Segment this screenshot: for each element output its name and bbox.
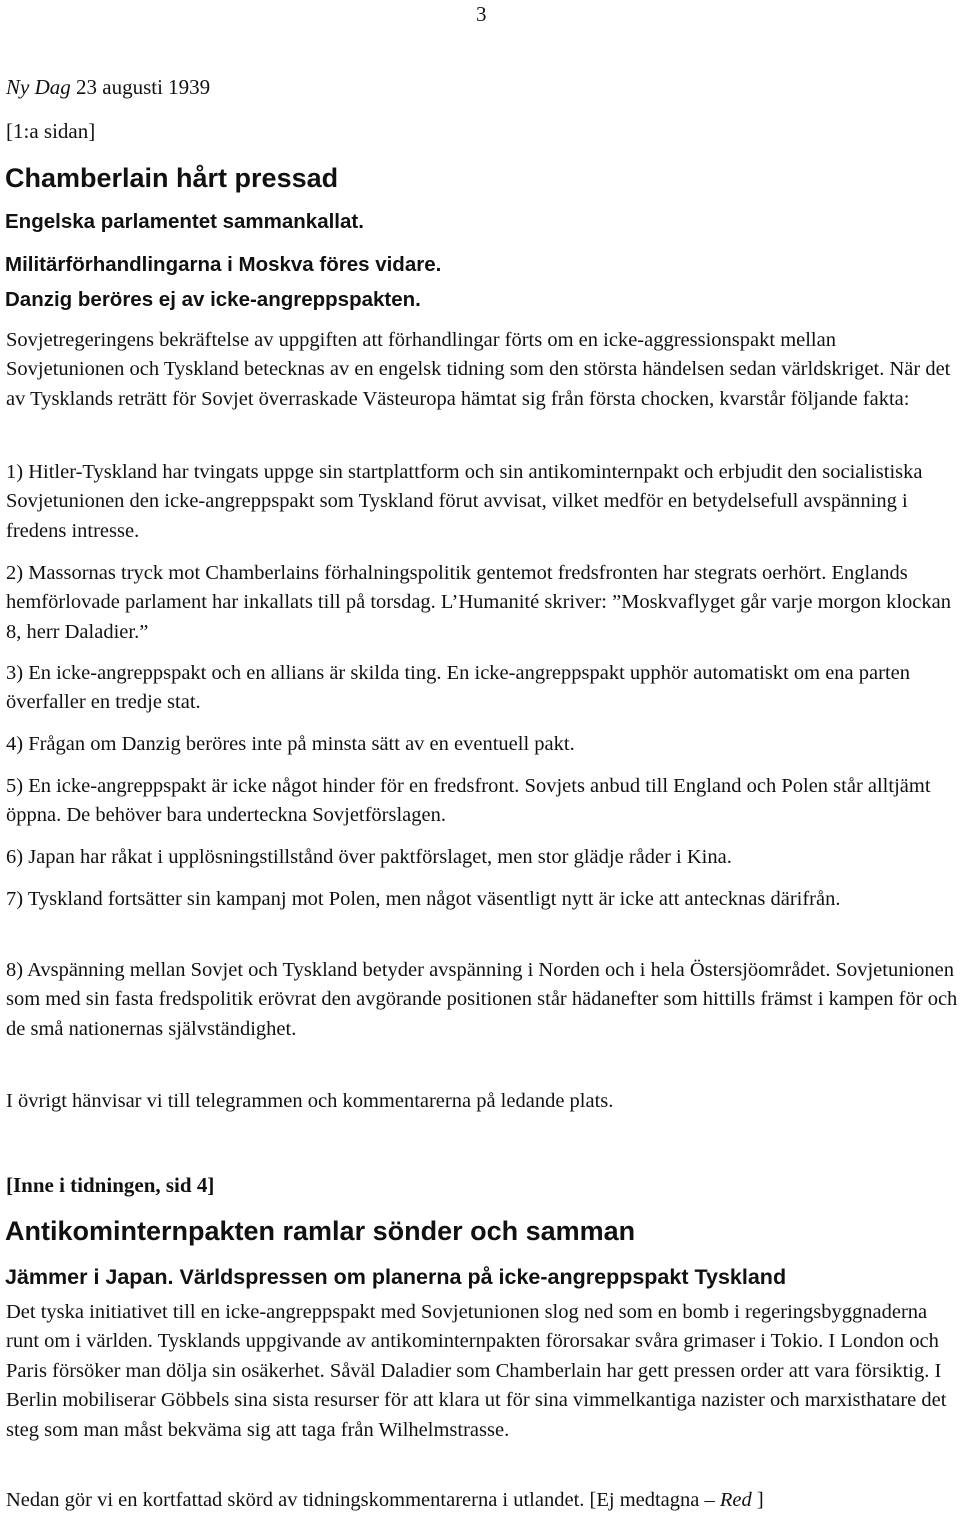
issue-date: 23 augusti 1939	[70, 75, 211, 99]
headline-2: Antikominternpakten ramlar sönder och samman	[5, 1216, 636, 1246]
subhead-3: Danzig beröres ej av icke-angreppspakten.	[5, 288, 421, 311]
article-2-last-line	[6, 1486, 958, 1515]
last-line-text: Nedan gör vi en kortfattad skörd av tidningskommentarerna i utlandet. [Ej medtagna –	[6, 1489, 720, 1511]
newspaper-name: Ny Dag	[6, 75, 71, 99]
point-text: 7) Tyskland fortsätter sin kampanj mot Polen, men något väsentligt nytt är icke att antecknas därifrån.	[6, 888, 841, 910]
point-text: 8) Avspänning mellan Sovjet och Tyskland betyder avspänning i Norden och i hela Östersjöområdet. Sovjetunionen som med sin fasta fredspolitik erövrat den avgörande positionen står hädanefter som hittills främst i kampen för och de små nationernas självständighet.	[6, 959, 958, 1040]
source-line	[6, 73, 210, 101]
page-number: 3	[476, 2, 487, 26]
placement-note-2: [Inne i tidningen, sid 4]	[6, 1173, 215, 1197]
point-5	[6, 772, 958, 831]
point-text: 5) En icke-angreppspakt är icke något hinder för en fredsfront. Sovjets anbud till England och Polen står alltjämt öppna. De behöver bara underteckna Sovjetförslagen.	[6, 775, 931, 827]
headline-1: Chamberlain hårt pressad	[5, 163, 339, 193]
point-7	[6, 885, 958, 914]
closing-text: I övrigt hänvisar vi till telegrammen och kommentarerna på ledande plats.	[6, 1090, 614, 1112]
article-2-text: Det tyska initiativet till en icke-angreppspakt med Sovjetunionen slog ned som en bomb i regeringsbyggnaderna runt om i världen. Tysklands uppgivande av antikominternpakten förorsakar svåra grimaser i Tokio. I London och Paris försöker man dölja sin osäkerhet. Såväl Daladier som Chamberlain har gett pressen order att vara försiktig. I Berlin mobiliserar Göbbels sina sista resurser för att klara ut för sina vimmelkantiga nazister och marxisthatare det steg som man måst bekväma sig att taga från Wilhelmstrasse.	[6, 1301, 947, 1441]
intro-text: Sovjetregeringens bekräftelse av uppgiften att förhandlingar förts om en icke-aggressionspakt mellan Sovjetunionen och Tyskland betecknas av en engelsk tidning som den största händelsen sedan världskriget. När det av Tysklands reträtt för Sovjet överraskade Västeuropa hämtat sig från första chocken, kvarstår följande fakta:	[6, 329, 951, 410]
subhead-2: Militärförhandlingarna i Moskva föres vidare.	[5, 253, 442, 276]
article-2-body	[6, 1298, 958, 1445]
point-6	[6, 843, 958, 872]
point-8	[6, 956, 958, 1044]
editor-note: Red	[719, 1489, 752, 1511]
point-text: 6) Japan har råkat i upplösningstillstånd över paktförslaget, men stor glädje råder i Kina.	[6, 846, 732, 868]
intro-paragraph	[6, 326, 958, 414]
closing-paragraph	[6, 1087, 958, 1116]
placement-note-1: [1:a sidan]	[6, 119, 96, 143]
point-2	[6, 559, 958, 647]
point-text: 2) Massornas tryck mot Chamberlains förhalningspolitik gentemot fredsfronten har stegrats oerhört. Englands hemförlovade parlament har inkallats till på torsdag. L’Humanité skriver: ”Moskvaflyget går varje morgon klockan 8, herr Daladier.”	[6, 562, 952, 643]
subhead-1: Engelska parlamentet sammankallat.	[5, 210, 364, 233]
point-text: 4) Frågan om Danzig beröres inte på minsta sätt av en eventuell pakt.	[6, 733, 575, 755]
point-3	[6, 659, 958, 718]
point-text: 3) En icke-angreppspakt och en allians är skilda ting. En icke-angreppspakt upphör automatiskt om ena parten överfaller en tredje stat.	[6, 662, 910, 714]
point-text: 1) Hitler-Tyskland har tvingats uppge sin startplattform och sin antikominternpakt och erbjudit den socialistiska Sovjetunionen den icke-angreppspakt som Tyskland förut avvisat, vilket medför en betydelsefull avspänning i fredens intresse.	[6, 461, 923, 542]
point-1	[6, 458, 958, 546]
last-line-end: ]	[751, 1489, 764, 1511]
subhead-article-2: Jämmer i Japan. Världspressen om planerna på icke-angreppspakt Tyskland	[5, 1265, 787, 1289]
point-4	[6, 730, 958, 759]
